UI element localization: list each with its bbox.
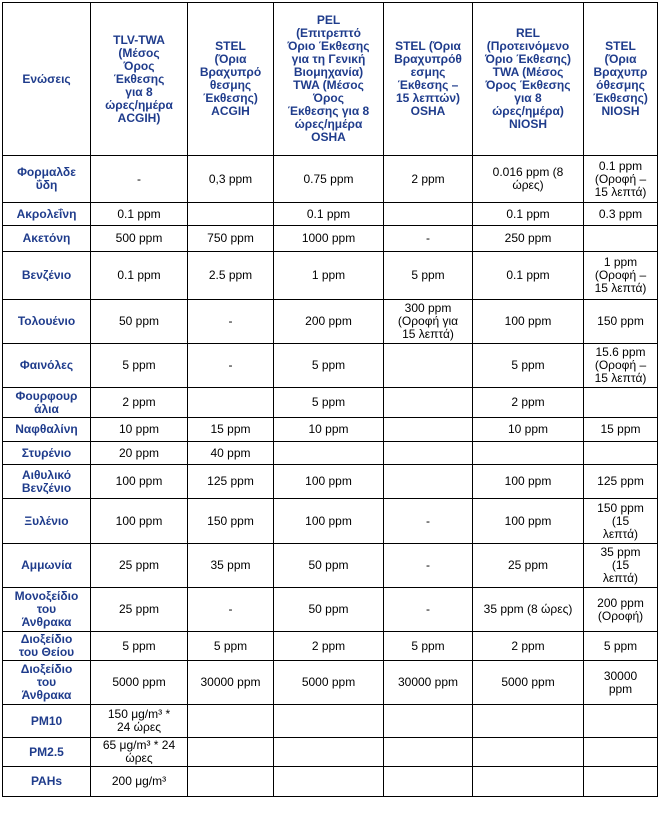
limit-value-cell	[384, 544, 473, 588]
limit-value-cell	[91, 544, 188, 588]
compound-name-cell	[3, 418, 91, 442]
table-row	[3, 544, 658, 588]
limit-value-cell	[188, 442, 274, 465]
limit-value-cell	[188, 499, 274, 544]
limit-value-cell	[384, 632, 473, 661]
limit-value-cell	[584, 226, 658, 252]
compound-name-cell	[3, 252, 91, 300]
limit-value-cell	[473, 388, 584, 418]
limit-value: -	[137, 171, 141, 186]
limit-value: 1000 ppm	[301, 231, 356, 245]
limit-value: 0.1 ppm (Οροφή – 15 λεπτά)	[594, 158, 647, 199]
limit-value: 0.1 ppm	[506, 268, 550, 282]
limit-value-cell	[384, 499, 473, 544]
limit-value: 50 ppm	[118, 314, 160, 328]
limit-value-cell	[274, 156, 384, 203]
compound-name: Αμμωνία	[21, 558, 72, 572]
limit-value-cell	[384, 465, 473, 499]
compound-name: PM10	[30, 713, 63, 728]
compound-name-cell	[3, 499, 91, 544]
limit-value: 2.5 ppm	[208, 268, 253, 282]
limit-value-cell	[473, 588, 584, 632]
limit-value: 2 ppm	[511, 638, 545, 653]
limit-value-cell	[584, 156, 658, 203]
compound-name-cell	[3, 226, 91, 252]
limit-value-cell	[473, 344, 584, 388]
limit-value-cell	[584, 388, 658, 418]
limit-value-cell	[584, 767, 658, 797]
limit-value-cell	[274, 418, 384, 442]
limit-value-cell	[384, 661, 473, 705]
limit-value: 1 ppm	[311, 268, 346, 282]
limit-value-cell	[584, 442, 658, 465]
table-row	[3, 499, 658, 544]
limit-value: 2 ppm	[511, 395, 545, 409]
compound-name: Φαινόλες	[19, 358, 74, 372]
limit-value-cell	[584, 661, 658, 705]
compound-name: Αιθυλικό Βενζένιο	[21, 467, 72, 495]
limit-value: -	[228, 314, 233, 328]
limit-value: 100 ppm	[504, 474, 552, 488]
header-stel-osha: STEL (Όρια Βραχυπρόθ εσμης Έκθεσης – 15 λεπτών) OSHA	[384, 3, 473, 156]
exposure-limits-table	[2, 2, 658, 797]
limit-value: 30000 ppm	[603, 668, 638, 696]
limit-value: 35 ppm	[210, 558, 251, 572]
limit-value-cell	[384, 418, 473, 442]
limit-value: 200 ppm	[305, 314, 352, 328]
table-row	[3, 252, 658, 300]
limit-value-cell	[91, 226, 188, 252]
limit-value-cell	[274, 344, 384, 388]
limit-value-cell	[188, 465, 274, 499]
compound-name: Φορμαλδε ΰδη	[17, 165, 76, 192]
limit-value: 100 ppm	[305, 513, 352, 528]
compound-name: Ξυλένιο	[24, 513, 69, 528]
limit-value-cell	[188, 544, 274, 588]
limit-value-cell	[91, 156, 188, 203]
limit-value: 30000 ppm	[397, 675, 459, 689]
limit-value-cell	[91, 499, 188, 544]
limit-value: 125 ppm	[207, 474, 254, 488]
limit-value-cell	[91, 300, 188, 344]
limit-value-cell	[188, 588, 274, 632]
limit-value: 2 ppm	[122, 395, 156, 409]
table-row	[3, 632, 658, 661]
limit-value-cell	[473, 203, 584, 226]
compound-name-cell	[3, 767, 91, 797]
table-row	[3, 300, 658, 344]
table-row	[3, 767, 658, 797]
limit-value-cell	[91, 344, 188, 388]
limit-value-cell	[188, 226, 274, 252]
limit-value-cell	[188, 738, 274, 767]
limit-value: 20 ppm	[118, 445, 160, 460]
limit-value-cell	[188, 300, 274, 344]
limit-value-cell	[584, 705, 658, 738]
limit-value-cell	[274, 442, 384, 465]
limit-value-cell	[473, 767, 584, 797]
limit-value: 1 ppm (Οροφή – 15 λεπτά)	[594, 255, 647, 295]
limit-value: 15 ppm	[600, 422, 641, 436]
limit-value: 5 ppm	[213, 638, 248, 653]
limit-value-cell	[473, 442, 584, 465]
limit-value-cell	[274, 738, 384, 767]
compound-name: Ακετόνη	[22, 231, 71, 245]
limit-value: -	[228, 358, 233, 372]
compound-name: Μονοξείδιο του Άνθρακα	[14, 589, 79, 629]
limit-value: 10 ppm	[308, 422, 349, 436]
limit-value-cell	[274, 544, 384, 588]
limit-value: 100 ppm	[115, 513, 163, 528]
limit-value: 5 ppm	[311, 395, 346, 409]
limit-value: 35 ppm (8 ώρες)	[483, 602, 573, 616]
limit-value: 100 ppm	[115, 474, 163, 488]
compound-name: Στυρένιο	[21, 445, 72, 460]
limit-value: 5 ppm	[411, 268, 445, 282]
limit-value-cell	[384, 300, 473, 344]
compound-name: PAHs	[30, 774, 63, 788]
limit-value: 35 ppm (15 λεπτά)	[600, 545, 641, 585]
limit-value: 5 ppm	[411, 638, 445, 653]
limit-value: 5 ppm	[122, 358, 156, 372]
limit-value: 500 ppm	[115, 231, 163, 245]
header-rel-twa-niosh: REL (Προτεινόμενο Όριο Έκθεσης) TWA (Μέσος Όρος Έκθεσης για 8 ώρες/ημέρα) NIOSH	[473, 3, 584, 156]
limit-value: 10 ppm	[118, 422, 160, 436]
limit-value-cell	[274, 588, 384, 632]
limit-value-cell	[584, 632, 658, 661]
compound-name: Βενζένιο	[21, 268, 72, 282]
table-row	[3, 418, 658, 442]
compound-name-cell	[3, 156, 91, 203]
table-row	[3, 738, 658, 767]
table-row	[3, 661, 658, 705]
compound-name: Τολουένιο	[17, 314, 76, 328]
limit-value-cell	[473, 300, 584, 344]
limit-value-cell	[274, 300, 384, 344]
limit-value: 125 ppm	[597, 474, 644, 488]
limit-value-cell	[188, 767, 274, 797]
header-stel-acgih: STEL (Όρια Βραχυπρό θεσμης Έκθεσης) ACGIH	[188, 3, 274, 156]
table-row	[3, 344, 658, 388]
header-pel-twa-osha: PEL (Επιτρεπτό Όριο Έκθεσης για τη Γενική Βιομηχανία) TWA (Μέσος Όρος Έκθεσης για 8 ώρες/ημέρα OSHA	[274, 3, 384, 156]
limit-value: 15.6 ppm (Οροφή – 15 λεπτά)	[594, 345, 647, 385]
limit-value: 2 ppm	[311, 638, 346, 653]
compound-name-cell	[3, 632, 91, 661]
limit-value: -	[426, 231, 430, 245]
limit-value: 100 ppm	[504, 513, 552, 528]
limit-value: 0.016 ppm (8 ώρες)	[492, 165, 564, 192]
limit-value-cell	[473, 418, 584, 442]
limit-value-cell	[384, 588, 473, 632]
limit-value: 5000 ppm	[301, 675, 356, 689]
compound-name-cell	[3, 738, 91, 767]
compound-name-cell	[3, 544, 91, 588]
limit-value: 40 ppm	[210, 445, 251, 460]
limit-value-cell	[473, 738, 584, 767]
limit-value: 2 ppm	[411, 171, 445, 186]
header-row	[3, 3, 658, 156]
limit-value-cell	[473, 226, 584, 252]
table-body	[3, 156, 658, 797]
limit-value: 30000 ppm	[200, 675, 261, 689]
limit-value: 5 ppm	[122, 638, 156, 653]
limit-value-cell	[473, 465, 584, 499]
limit-value: 750 ppm	[207, 231, 254, 245]
limit-value: 5000 ppm	[501, 675, 555, 689]
limit-value-cell	[188, 252, 274, 300]
compound-name-cell	[3, 344, 91, 388]
limit-value-cell	[384, 226, 473, 252]
compound-name: Φουρφουρ άλια	[15, 388, 78, 416]
limit-value-cell	[384, 156, 473, 203]
compound-name-cell	[3, 588, 91, 632]
limit-value: 150 ppm	[597, 314, 644, 328]
limit-value-cell	[473, 632, 584, 661]
limit-value-cell	[188, 156, 274, 203]
limit-value-cell	[188, 344, 274, 388]
limit-value: 0.1 ppm	[117, 268, 161, 282]
limit-value: 0.1 ppm	[117, 206, 161, 221]
limit-value: 15 ppm	[210, 422, 251, 436]
limit-value: 25 ppm	[507, 558, 549, 572]
compound-name-cell	[3, 442, 91, 465]
compound-name: Διοξείδιο του Θείου	[18, 632, 75, 659]
limit-value-cell	[274, 767, 384, 797]
limit-value-cell	[584, 465, 658, 499]
limit-value: 0.3 ppm	[598, 206, 643, 221]
limit-value: -	[426, 602, 430, 616]
limit-value-cell	[384, 388, 473, 418]
limit-value-cell	[91, 388, 188, 418]
limit-value-cell	[274, 226, 384, 252]
compound-name-cell	[3, 388, 91, 418]
limit-value-cell	[274, 388, 384, 418]
table-row	[3, 203, 658, 226]
table-row	[3, 465, 658, 499]
limit-value: 50 ppm	[308, 558, 349, 572]
compound-name-cell	[3, 705, 91, 738]
limit-value-cell	[584, 344, 658, 388]
limit-value: 5 ppm	[311, 358, 346, 372]
limit-value-cell	[473, 661, 584, 705]
limit-value-cell	[91, 442, 188, 465]
limit-value: 25 ppm	[118, 558, 160, 572]
limit-value-cell	[91, 767, 188, 797]
limit-value: 150 ppm	[207, 513, 254, 528]
limit-value-cell	[584, 300, 658, 344]
table-row	[3, 442, 658, 465]
limit-value: 0.1 ppm	[306, 206, 351, 221]
compound-name-cell	[3, 203, 91, 226]
limit-value-cell	[274, 499, 384, 544]
limit-value: -	[426, 513, 430, 528]
limit-value: -	[228, 602, 233, 616]
limit-value-cell	[384, 705, 473, 738]
table-row	[3, 388, 658, 418]
limit-value: 5000 ppm	[112, 675, 166, 689]
limit-value: 200 μg/m³	[111, 774, 167, 788]
limit-value: 5 ppm	[511, 358, 545, 372]
limit-value-cell	[91, 588, 188, 632]
limit-value-cell	[188, 203, 274, 226]
limit-value-cell	[384, 252, 473, 300]
limit-value-cell	[473, 156, 584, 203]
limit-value-cell	[584, 738, 658, 767]
table-row	[3, 156, 658, 203]
limit-value-cell	[274, 465, 384, 499]
limit-value-cell	[91, 738, 188, 767]
compound-name-cell	[3, 661, 91, 705]
limit-value: 5 ppm	[603, 638, 638, 653]
limit-value: 250 ppm	[504, 231, 552, 245]
limit-value-cell	[584, 203, 658, 226]
limit-value-cell	[384, 344, 473, 388]
limit-value: 150 μg/m³ * 24 ώρες	[107, 707, 171, 734]
header-tlv-twa-acgih: TLV-TWA (Μέσος Όρος Έκθεσης για 8 ώρες/ημέρα ACGIH)	[91, 3, 188, 156]
limit-value-cell	[473, 499, 584, 544]
limit-value-cell	[473, 544, 584, 588]
limit-value-cell	[384, 767, 473, 797]
limit-value-cell	[584, 499, 658, 544]
limit-value-cell	[473, 252, 584, 300]
limit-value-cell	[91, 632, 188, 661]
limit-value: 100 ppm	[504, 314, 552, 328]
limit-value-cell	[584, 588, 658, 632]
limit-value-cell	[274, 252, 384, 300]
compound-name: PM2.5	[29, 744, 64, 759]
limit-value-cell	[584, 252, 658, 300]
limit-value-cell	[274, 632, 384, 661]
limit-value-cell	[473, 705, 584, 738]
limit-value-cell	[91, 465, 188, 499]
table-row	[3, 705, 658, 738]
limit-value-cell	[384, 203, 473, 226]
limit-value: 0.75 ppm	[303, 171, 354, 186]
limit-value: -	[426, 558, 430, 572]
limit-value: 65 μg/m³ * 24 ώρες	[102, 738, 176, 765]
limit-value: 50 ppm	[308, 602, 349, 616]
limit-value: 25 ppm	[118, 602, 160, 616]
limit-value-cell	[91, 252, 188, 300]
limit-value-cell	[274, 661, 384, 705]
compound-name: Ναφθαλίνη	[15, 422, 78, 436]
header-stel-niosh: STEL (Όρια Βραχυπρ όθεσμης Έκθεσης) NIOSH	[584, 3, 658, 156]
limit-value-cell	[384, 738, 473, 767]
table-row	[3, 226, 658, 252]
limit-value: 10 ppm	[507, 422, 549, 436]
limit-value: 150 ppm (15 λεπτά)	[597, 500, 644, 541]
table-row	[3, 588, 658, 632]
limit-value-cell	[91, 418, 188, 442]
compound-name: Διοξείδιο του Άνθρακα	[20, 662, 73, 702]
limit-value: 200 ppm (Οροφή)	[597, 595, 644, 623]
limit-value-cell	[274, 705, 384, 738]
limit-value-cell	[188, 418, 274, 442]
limit-value-cell	[274, 203, 384, 226]
limit-value: 300 ppm (Οροφή για 15 λεπτά)	[397, 301, 459, 341]
limit-value: 0.1 ppm	[506, 206, 550, 221]
compound-name-cell	[3, 300, 91, 344]
header-compounds: Ενώσεις	[3, 3, 91, 156]
limit-value-cell	[91, 203, 188, 226]
limit-value-cell	[188, 388, 274, 418]
compound-name-cell	[3, 465, 91, 499]
limit-value-cell	[584, 544, 658, 588]
limit-value-cell	[384, 442, 473, 465]
limit-value-cell	[91, 705, 188, 738]
limit-value-cell	[91, 661, 188, 705]
limit-value-cell	[188, 705, 274, 738]
limit-value: 0,3 ppm	[208, 171, 253, 186]
compound-name: Ακρολεΐνη	[16, 206, 77, 221]
limit-value-cell	[584, 418, 658, 442]
limit-value: 100 ppm	[305, 474, 352, 488]
limit-value-cell	[188, 632, 274, 661]
limit-value-cell	[188, 661, 274, 705]
